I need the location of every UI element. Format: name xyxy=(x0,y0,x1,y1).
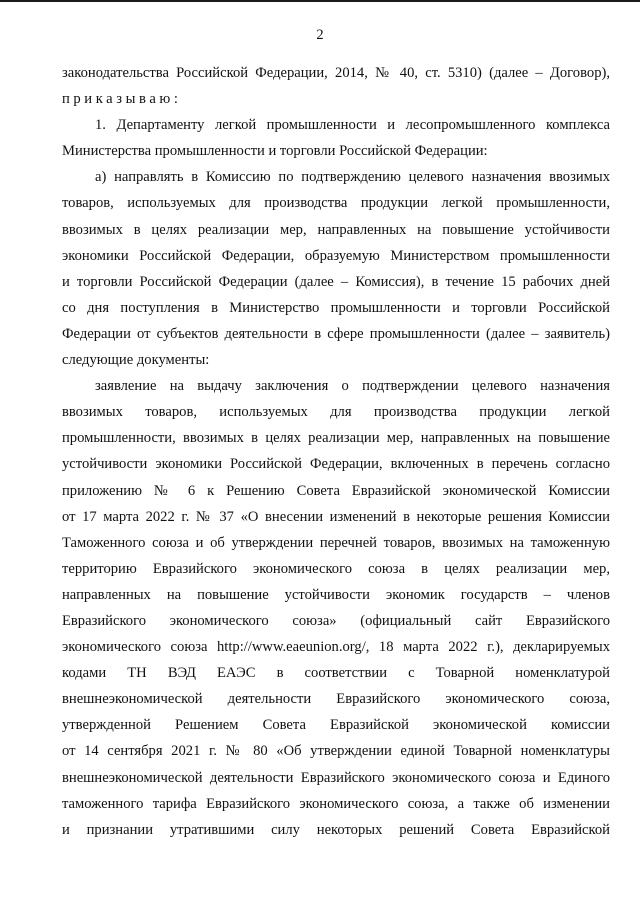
text-line: а) направлять в Комиссию по подтверждению целевого назначения ввозимых xyxy=(95,169,610,186)
text-line-order-word: приказываю: xyxy=(62,91,182,108)
text-line: ввозимых товаров, используемых для производства продукции легкой xyxy=(62,404,610,421)
text-line: таможенного тарифа Евразийского экономического союза, а также об изменении xyxy=(62,795,610,812)
page-number: 2 xyxy=(316,27,324,43)
text-line: внешнеэкономической деятельности Евразийского экономического союза и Единого xyxy=(62,769,610,786)
text-line: законодательства Российской Федерации, 2014, № 40, ст. 5310) (далее – Договор), xyxy=(62,65,610,81)
text-line: внешнеэкономической деятельности Евразийского экономического союза, xyxy=(62,691,610,708)
text-line: кодами ТН ВЭД ЕАЭС в соответствии с Товарной номенклатурой xyxy=(62,665,610,682)
text-line: Евразийского экономического союза» (официальный сайт Евразийского xyxy=(62,612,610,629)
text-line: Федерации от субъектов деятельности в сфере промышленности (далее – заявитель) xyxy=(62,325,610,342)
text-line: Таможенного союза и об утверждении перечней товаров, ввозимых на таможенную xyxy=(62,534,610,551)
text-line: со дня поступления в Министерство промышленности и торговли Российской xyxy=(62,299,610,316)
text-line: следующие документы: xyxy=(62,352,210,369)
text-line: приложению № 6 к Решению Совета Евразийской экономической Комиссии xyxy=(62,482,610,499)
text-line: Министерства промышленности и торговли Российской Федерации: xyxy=(62,143,488,160)
text-line: территорию Евразийского экономического союза в целях реализации мер, xyxy=(62,560,610,577)
text-line: от 17 марта 2022 г. № 37 «О внесении изменений в некоторые решения Комиссии xyxy=(62,508,610,525)
text-line: устойчивости экономики Российской Федерации, включенных в перечень согласно xyxy=(62,456,610,473)
text-line: 1. Департаменту легкой промышленности и лесопромышленного комплекса xyxy=(95,117,610,134)
text-line: экономики Российской Федерации, образуемую Министерством промышленности xyxy=(62,247,610,264)
top-border-line xyxy=(0,0,640,2)
text-line: утвержденной Решением Совета Евразийской экономической комиссии xyxy=(62,717,610,734)
text-line: промышленности, ввозимых в целях реализации мер, направленных на повышение xyxy=(62,430,610,447)
text-line: от 14 сентября 2021 г. № 80 «Об утверждении единой Товарной номенклатуры xyxy=(62,743,610,760)
text-line: направленных на повышение устойчивости экономик государств – членов xyxy=(62,586,610,603)
text-line: и торговли Российской Федерации (далее – Комиссия), в течение 15 рабочих дней xyxy=(62,273,610,290)
text-line: заявление на выдачу заключения о подтверждении целевого назначения xyxy=(95,378,610,395)
text-line: ввозимых в целях реализации мер, направленных на повышение устойчивости xyxy=(62,221,610,238)
document-body xyxy=(62,60,610,843)
text-line: и признании утратившими силу некоторых решений Совета Евразийской xyxy=(62,821,610,838)
text-line: экономического союза http://www.eaeunion.org/, 18 марта 2022 г.), декларируемых xyxy=(62,639,610,656)
text-line: товаров, используемых для производства продукции легкой промышленности, xyxy=(62,195,610,212)
